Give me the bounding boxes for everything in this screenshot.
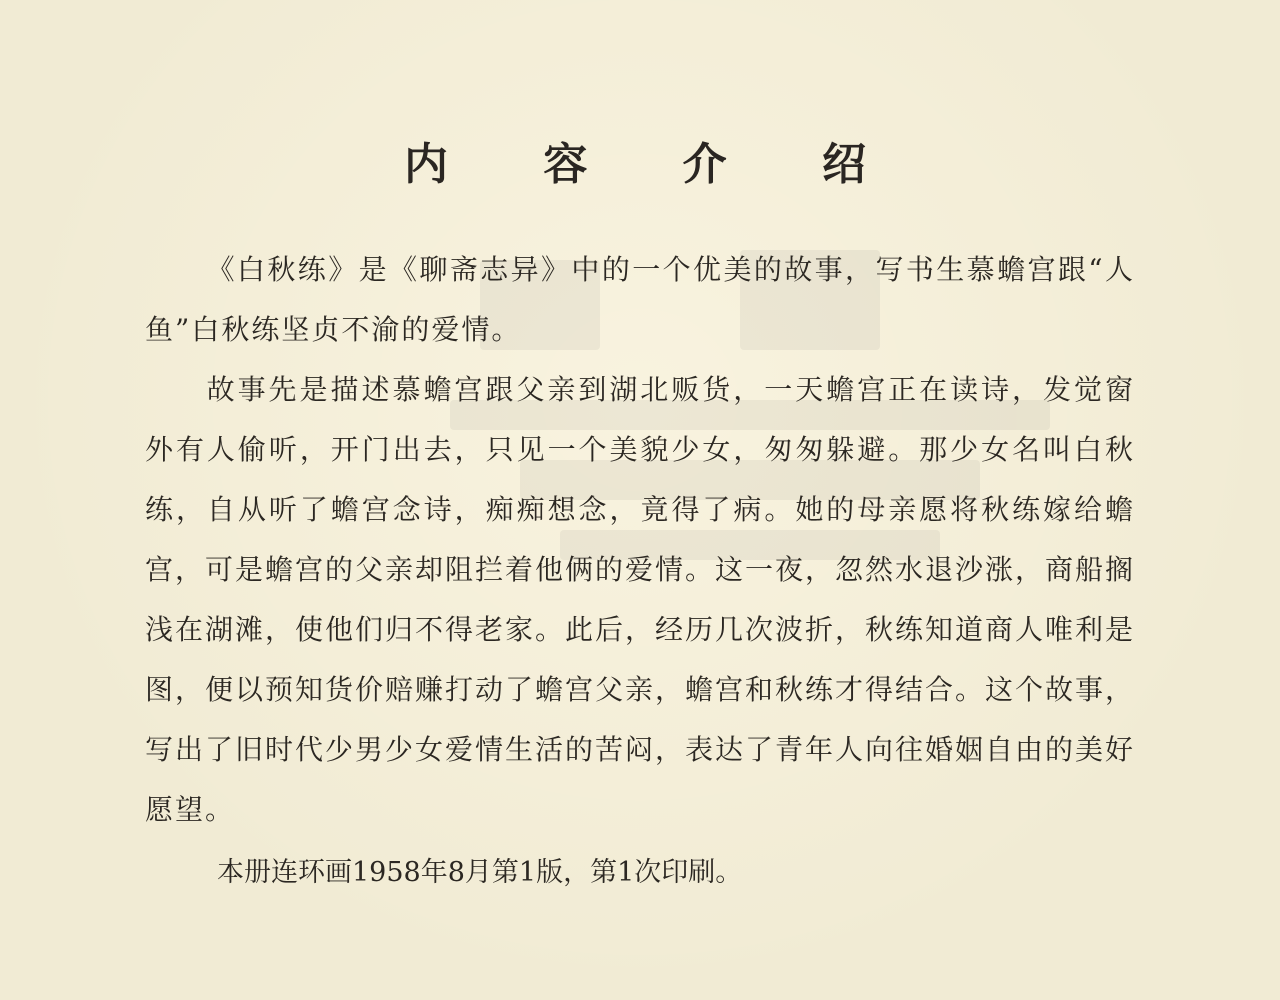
intro-paragraph-1: 《白秋练》是《聊斋志异》中的一个优美的故事，写书生慕蟾宫跟“人鱼”白秋练坚贞不渝的爱情。	[145, 253, 1135, 346]
edition-note: 本册连环画1958年8月第1版，第1次印刷。	[217, 857, 743, 888]
intro-body	[145, 240, 1135, 840]
intro-paragraph-2: 故事先是描述慕蟾宫跟父亲到湖北贩货，一天蟾宫正在读诗，发觉窗外有人偷听，开门出去，只见一个美貌少女，匆匆躲避。那少女名叫白秋练，自从听了蟾宫念诗，痴痴想念，竟得了病。她的母亲愿将秋练嫁给蟾宫，可是蟾宫的父亲却阻拦着他俩的爱情。这一夜，忽然水退沙涨，商船搁浅在湖滩，使他们归不得老家。此后，经历几次波折，秋练知道商人唯利是图，便以预知货价赔赚打动了蟾宫父亲，蟾宫和秋练才得结合。这个故事，写出了旧时代少男少女爱情生活的苦闷，表达了青年人向往婚姻自由的美好愿望。	[145, 373, 1136, 826]
page-title: 内 容 介 绍	[404, 139, 906, 190]
